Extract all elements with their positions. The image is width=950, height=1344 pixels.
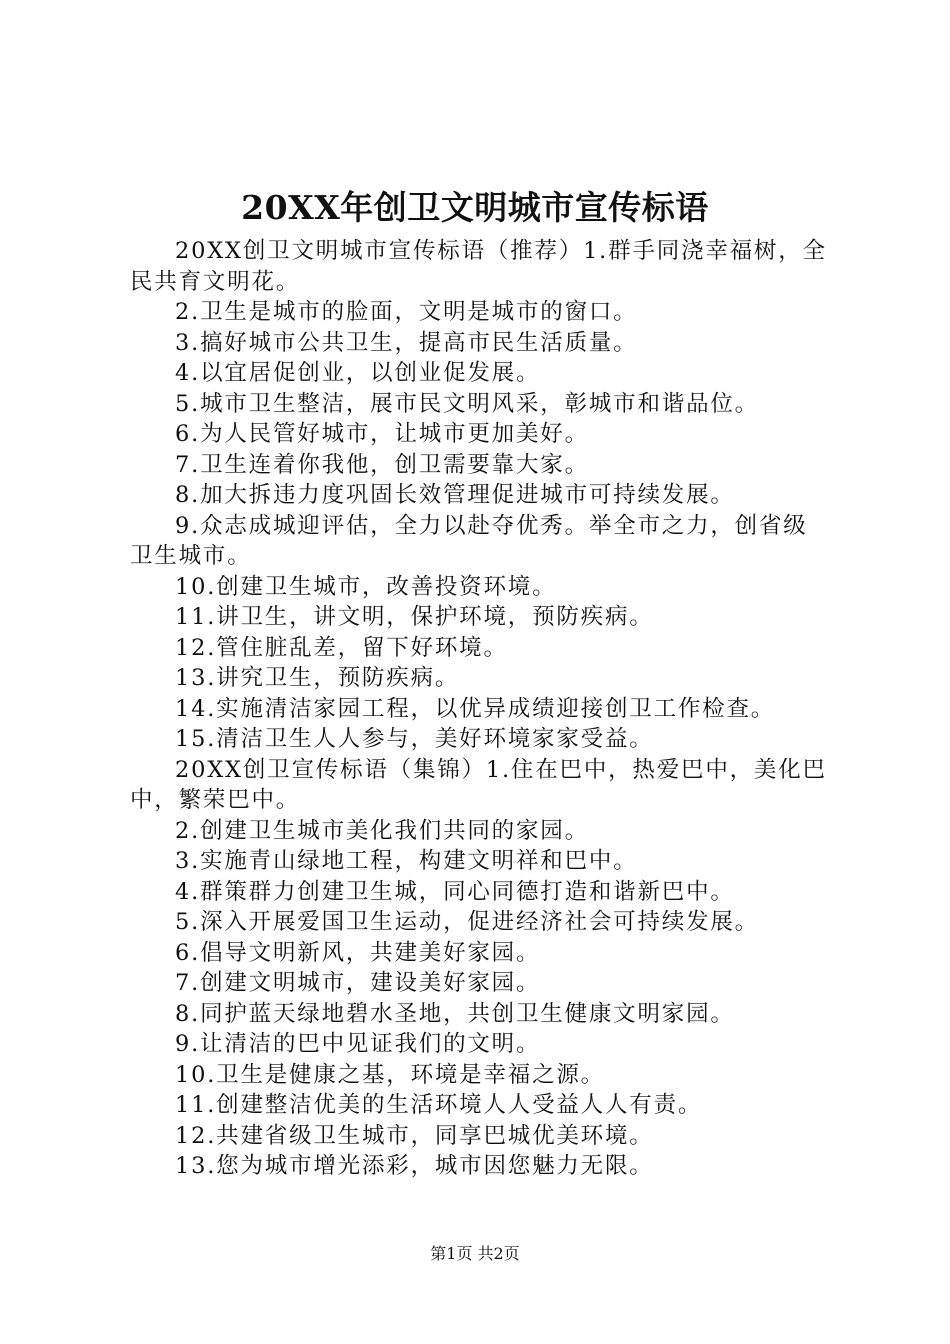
paragraph: 10.卫生是健康之基，环境是幸福之源。 (175, 1061, 605, 1088)
paragraph: 9.众志成城迎评估，全力以赴夺优秀。举全市之力，创省级卫生城市。 (130, 512, 808, 569)
paragraph: 7.创建文明城市，建设美好家园。 (175, 970, 541, 996)
paragraph: 5.深入开展爱国卫生运动，促进经济社会可持续发展。 (175, 909, 759, 935)
paragraph: 20XX创卫宣传标语（集锦）1.住在巴中，热爱巴中，美化巴中，繁荣巴中。 (130, 756, 827, 813)
paragraph: 15.清洁卫生人人参与，美好环境家家受益。 (175, 726, 654, 752)
paragraph: 20XX创卫文明城市宣传标语（推荐）1.群手同浇幸福树，全民共育文明花。 (130, 238, 827, 295)
paragraph: 12.管住脏乱差，留下好环境。 (175, 634, 508, 661)
paragraph: 4.以宜居促创业，以创业促发展。 (175, 360, 541, 386)
paragraph: 4.群策群力创建卫生城，同心同德打造和谐新巴中。 (175, 878, 735, 905)
paragraph: 2.卫生是城市的脸面，文明是城市的窗口。 (175, 299, 638, 325)
paragraph: 13.您为城市增光添彩，城市因您魅力无限。 (175, 1153, 654, 1179)
paragraph: 6.倡导文明新风，共建美好家园。 (175, 939, 541, 966)
paragraph: 2.创建卫生城市美化我们共同的家园。 (175, 817, 589, 844)
paragraph: 10.创建卫生城市，改善投资环境。 (175, 573, 557, 600)
paragraph: 5.城市卫生整洁，展市民文明风采，彰城市和谐品位。 (175, 390, 759, 417)
paragraph: 7.卫生连着你我他，创卫需要靠大家。 (175, 451, 589, 478)
paragraph: 11.讲卫生，讲文明，保护环境，预防疾病。 (175, 604, 654, 630)
paragraph: 11.创建整洁优美的生活环境人人受益人人有责。 (175, 1092, 703, 1118)
paragraph: 8.加大拆违力度巩固长效管理促进城市可持续发展。 (175, 482, 735, 508)
paragraph: 13.讲究卫生，预防疾病。 (175, 665, 460, 691)
page-number-footer: 第1页 共2页 (430, 1244, 520, 1263)
paragraph: 9.让清洁的巴中见证我们的文明。 (175, 1031, 541, 1057)
paragraph: 3.搞好城市公共卫生，提高市民生活质量。 (175, 329, 638, 356)
paragraph: 6.为人民管好城市，让城市更加美好。 (175, 421, 589, 447)
document-body (130, 236, 830, 1182)
page-title: 20XX年创卫文明城市宣传标语 (241, 188, 709, 227)
paragraph: 8.同护蓝天绿地碧水圣地，共创卫生健康文明家园。 (175, 1000, 735, 1027)
paragraph: 3.实施青山绿地工程，构建文明祥和巴中。 (175, 848, 638, 874)
paragraph: 12.共建省级卫生城市，同享巴城优美环境。 (175, 1122, 654, 1149)
paragraph: 14.实施清洁家园工程，以优异成绩迎接创卫工作检查。 (175, 695, 776, 722)
